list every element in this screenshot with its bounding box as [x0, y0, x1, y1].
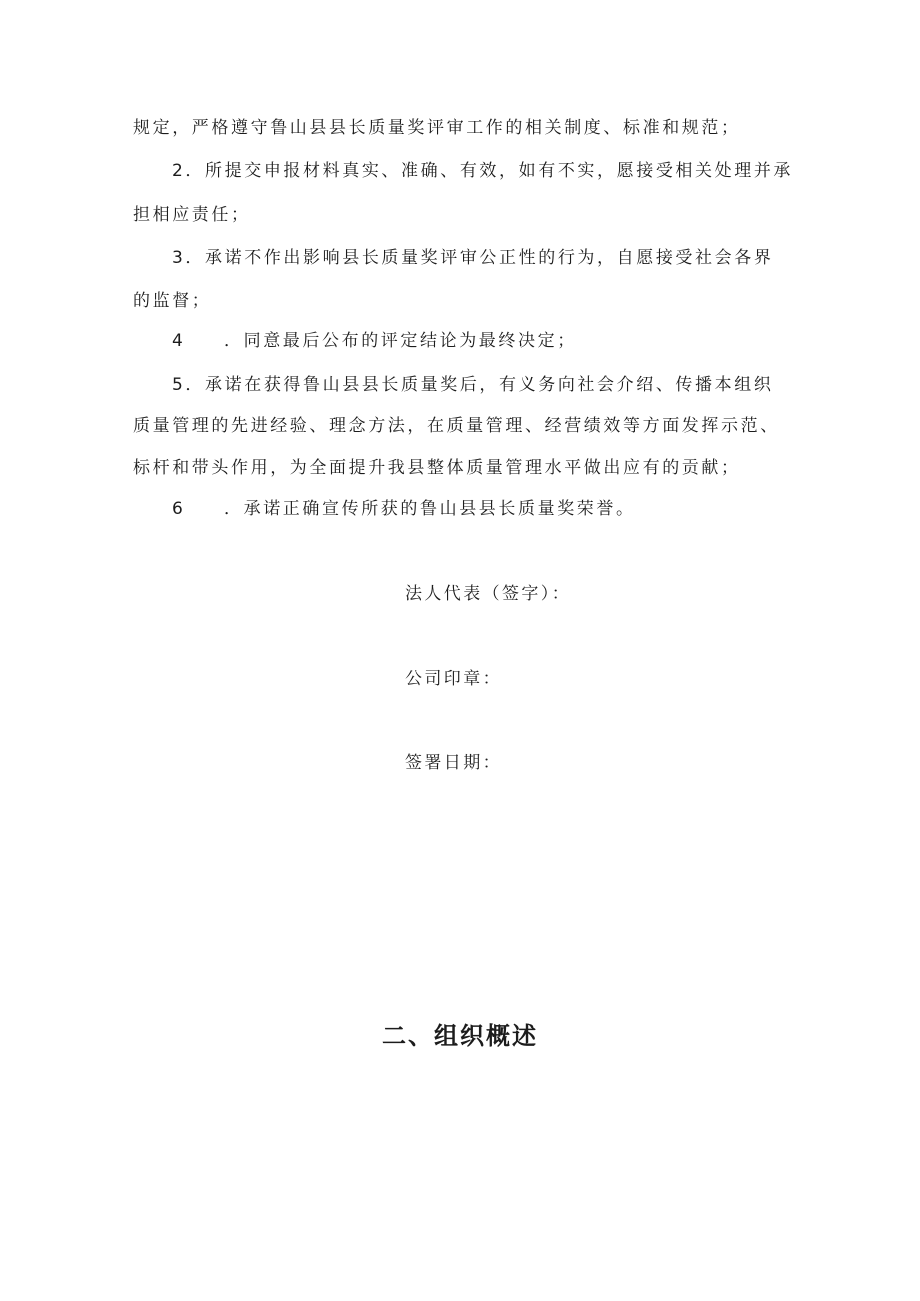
- item-3-number: 3: [172, 248, 186, 268]
- item-3-text-1: ．承诺不作出影响县长质量奖评审公正性的行为，自愿接受社会各界: [185, 248, 774, 268]
- item-5-number: 5: [172, 375, 186, 395]
- company-seal-label: 公司印章：: [405, 669, 502, 689]
- item-5-line-1: [172, 373, 773, 397]
- item-3-line-2: 的监督；: [133, 291, 212, 311]
- legal-representative-signature-label: 法人代表（签字）：: [405, 584, 572, 604]
- item-3-line-1: [172, 246, 773, 270]
- item-5-line-2: 质量管理的先进经验、理念方法，在质量管理、经营绩效等方面发挥示范、: [133, 416, 780, 436]
- item-4-text-1: ．同意最后公布的评定结论为最终决定；: [224, 331, 577, 351]
- item-2-line-2: 担相应责任；: [133, 205, 251, 225]
- item-6-text-1: ．承诺正确宣传所获的鲁山县县长质量奖荣誉。: [224, 499, 636, 519]
- item-5-text-1: ．承诺在获得鲁山县县长质量奖后，有义务向社会介绍、传播本组织: [185, 375, 774, 395]
- item-4-number: 4: [172, 331, 186, 351]
- signing-date-label: 签署日期：: [405, 753, 502, 773]
- item-2-line-1: [172, 159, 793, 183]
- item-2-number: 2: [172, 161, 186, 181]
- section-heading: 二、组织概述: [382, 1022, 538, 1050]
- item-4-line-1: [172, 329, 577, 353]
- item-6-number: 6: [172, 499, 186, 519]
- item-6-line-1: [172, 497, 636, 521]
- item-2-text-1: ．所提交申报材料真实、准确、有效，如有不实，愿接受相关处理并承: [185, 161, 794, 181]
- item-5-line-3: 标杆和带头作用，为全面提升我县整体质量管理水平做出应有的贡献；: [133, 458, 741, 478]
- intro-line: 规定，严格遵守鲁山县县长质量奖评审工作的相关制度、标准和规范；: [133, 118, 741, 138]
